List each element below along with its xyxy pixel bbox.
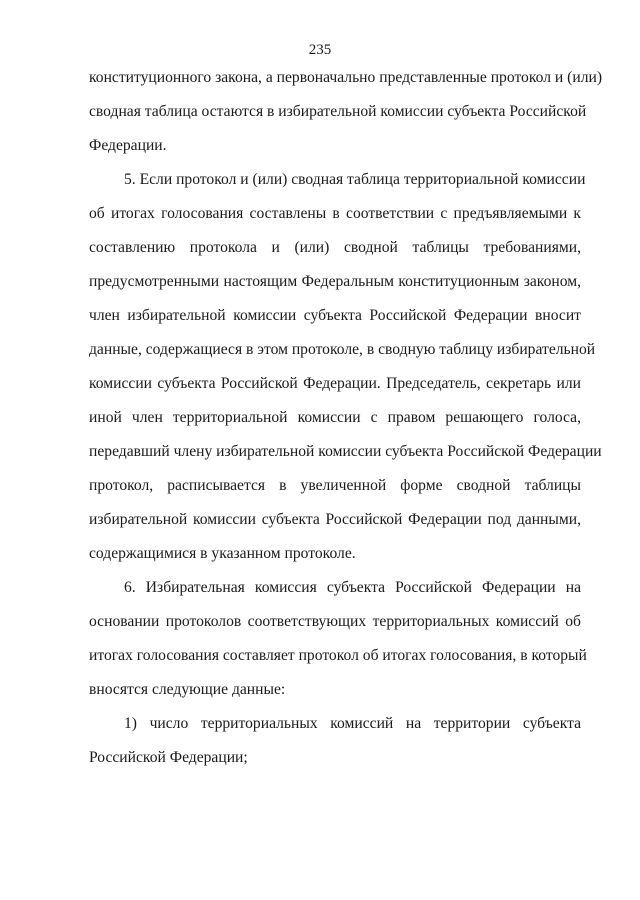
- text-line: об итогах голосования составлены в соответствии с предъявляемыми к: [89, 205, 581, 222]
- text-line: предусмотренными настоящим Федеральным конституционным законом,: [89, 273, 581, 290]
- text-line: основании протоколов соответствующих территориальных комиссий об: [89, 613, 581, 630]
- text-line: избирательной комиссии субъекта Российской Федерации под данными,: [89, 511, 581, 528]
- text-line: конституционного закона, а первоначально представленные протокол и (или): [89, 69, 603, 86]
- text-line: сводная таблица остаются в избирательной комиссии субъекта Российской: [89, 103, 587, 120]
- text-line: передавший члену избирательной комиссии субъекта Российской Федерации: [89, 443, 602, 460]
- text-line: комиссии субъекта Российской Федерации. Председатель, секретарь или: [89, 375, 581, 392]
- text-line: вносятся следующие данные:: [89, 681, 286, 698]
- text-line: данные, содержащиеся в этом протоколе, в сводную таблицу избирательной: [89, 341, 596, 358]
- paragraph-5-start: 5. Если протокол и (или) сводная таблица территориальной комиссии: [124, 171, 586, 188]
- text-line: содержащимися в указанном протоколе.: [89, 545, 356, 562]
- paragraph-6-start: 6. Избирательная комиссия субъекта Российской Федерации на: [124, 579, 581, 596]
- body-text: [89, 61, 603, 775]
- text-line: член избирательной комиссии субъекта Российской Федерации вносит: [89, 307, 581, 324]
- text-line: итогах голосования составляет протокол об итогах голосования, в который: [89, 647, 587, 664]
- text-line: протокол, расписывается в увеличенной форме сводной таблицы: [89, 477, 581, 494]
- page-number: 235: [308, 42, 332, 58]
- text-line: иной член территориальной комиссии с правом решающего голоса,: [89, 409, 581, 426]
- list-item-1-start: 1) число территориальных комиссий на территории субъекта: [124, 715, 581, 732]
- text-line: составлению протокола и (или) сводной таблицы требованиями,: [89, 239, 581, 256]
- text-line: Федерации.: [89, 137, 167, 154]
- text-line: Российской Федерации;: [89, 749, 248, 766]
